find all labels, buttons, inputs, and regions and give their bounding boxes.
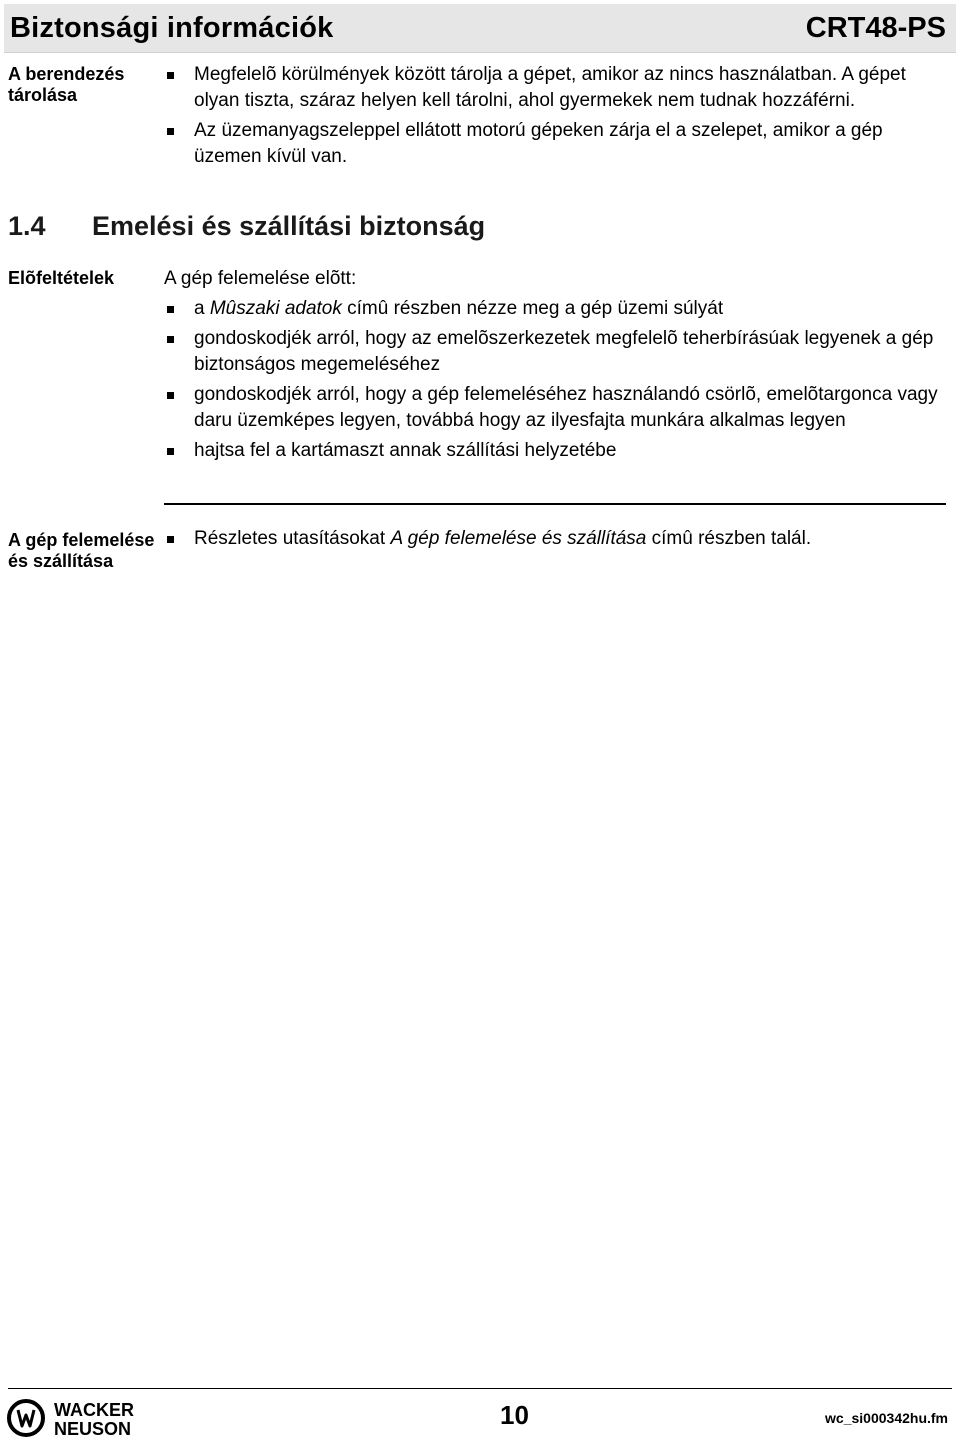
section-number: 1.4 [8,211,46,241]
lifting-bullet-pre: Részletes utasításokat [194,528,391,549]
list-item [164,296,944,322]
storage-list [164,62,944,174]
file-name: wc_si000342hu.fm [825,1410,948,1426]
logo-emblem-icon [9,1401,43,1435]
lifting-bullet-post: címû részben talál. [646,528,812,549]
lifting-list [164,526,944,556]
prerequisites-list [164,296,944,468]
prereq-bullet-text: hajtsa fel a kartámaszt annak szállítási helyzetébe [194,440,617,461]
prerequisites-label: Elõfeltételek [8,268,115,288]
model-name: CRT48-PS [805,12,946,44]
prereq-bullet-post: címû részben nézze meg a gép üzemi súlyát [341,298,724,319]
page-header [4,4,956,53]
bullet-square-icon [167,72,174,79]
storage-label: A berendezés tárolása [8,64,125,105]
bullet-square-icon [167,128,174,135]
section-heading [8,211,485,242]
bullet-square-icon [167,536,174,543]
list-item [164,118,944,170]
page-number: 10 [500,1400,529,1430]
bullet-square-icon [167,448,174,455]
lifting-section-reference: A gép felemelése és szállítása [390,528,647,549]
bullet-square-icon [167,392,174,399]
prereq-bullet-pre: a [194,298,210,319]
prereq-bullet-text: gondoskodjék arról, hogy az emelõszerkezetek megfelelõ teherbírásúak legyenek a gép biztonságos megemeléséhez [194,328,934,375]
logo-text-line2: NEUSON [54,1419,132,1438]
storage-bullet-text: Megfelelõ körülmények között tárolja a gépet, amikor az nincs használatban. A gépet olyan tiszta, száraz helyen kell tárolni, ahol gyermekek nem tudnak hozzáférni. [194,64,906,111]
list-item [164,62,944,114]
prerequisites-intro: A gép felemelése elõtt: [164,268,357,289]
wacker-neuson-logo [6,1398,186,1438]
logo-text-line1: WACKER [54,1400,134,1420]
list-item [164,438,944,464]
list-item [164,326,944,378]
storage-bullet-text: Az üzemanyagszeleppel ellátott motorú gépeken zárja el a szelepet, amikor a gép üzemen kívül van. [194,120,883,167]
footer-divider [8,1388,952,1389]
divider [164,503,946,505]
page-title: Biztonsági információk [10,12,334,44]
list-item [164,382,944,434]
lifting-label: A gép felemelése és szállítása [8,530,155,571]
technical-data-reference: Mûszaki adatok [209,298,342,319]
prereq-bullet-text: gondoskodjék arról, hogy a gép felemeléséhez használandó csörlõ, emelõtargonca vagy daru üzemképes legyen, továbbá hogy az ilyesfajta munkára alkalmas legyen [194,384,938,431]
bullet-square-icon [167,306,174,313]
bullet-square-icon [167,336,174,343]
list-item [164,526,944,552]
section-title: Emelési és szállítási biztonság [92,211,486,241]
